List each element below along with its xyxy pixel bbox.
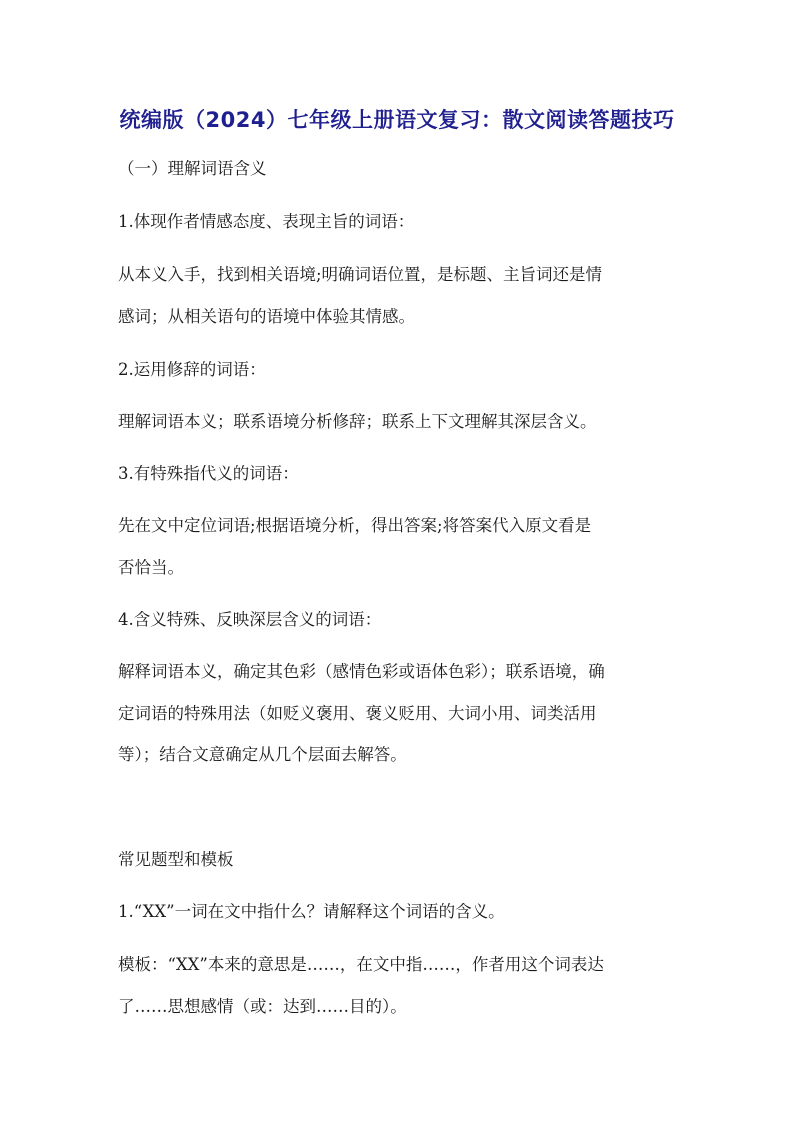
question-1-text: 1.“XX”一词在文中指什么？请解释这个词语的含义。	[118, 902, 505, 921]
item-2-heading: 2.运用修辞的词语：	[118, 360, 266, 379]
item-4-body-line-3: 等）；结合文意确定从几个层面去解答。	[118, 745, 407, 764]
document-title: 统编版（2024）七年级上册语文复习：散文阅读答题技巧	[119, 108, 675, 132]
template-line-2: 了……思想感情（或：达到……目的）。	[118, 997, 407, 1016]
item-4-heading: 4.含义特殊、反映深层含义的词语：	[118, 610, 382, 629]
item-3-heading: 3.有特殊指代义的词语：	[118, 464, 299, 483]
item-3-body-line-1: 先在文中定位词语;根据语境分析，得出答案;将答案代入原文看是	[118, 516, 592, 535]
section-heading-question-types: 常见题型和模板	[118, 850, 234, 869]
item-4-body-line-1: 解释词语本义，确定其色彩（感情色彩或语体色彩）；联系语境，确	[118, 662, 605, 681]
item-1-body-line-2: 感词；从相关语句的语境中体验其情感。	[118, 307, 415, 326]
item-1-heading: 1.体现作者情感态度、表现主旨的词语：	[118, 212, 415, 231]
item-4-body-line-2: 定词语的特殊用法（如贬义褒用、褒义贬用、大词小用、词类活用	[118, 704, 597, 723]
item-3-body-line-2: 否恰当。	[118, 558, 184, 577]
template-line-1: 模板：“XX”本来的意思是……，在文中指……，作者用这个词表达	[118, 955, 604, 974]
section-heading-understand-words: （一）理解词语含义	[118, 159, 267, 178]
item-2-body-line-1: 理解词语本义；联系语境分析修辞；联系上下文理解其深层含义。	[118, 412, 597, 431]
item-1-body-line-1: 从本义入手，找到相关语境;明确词语位置，是标题、主旨词还是情	[118, 265, 603, 284]
